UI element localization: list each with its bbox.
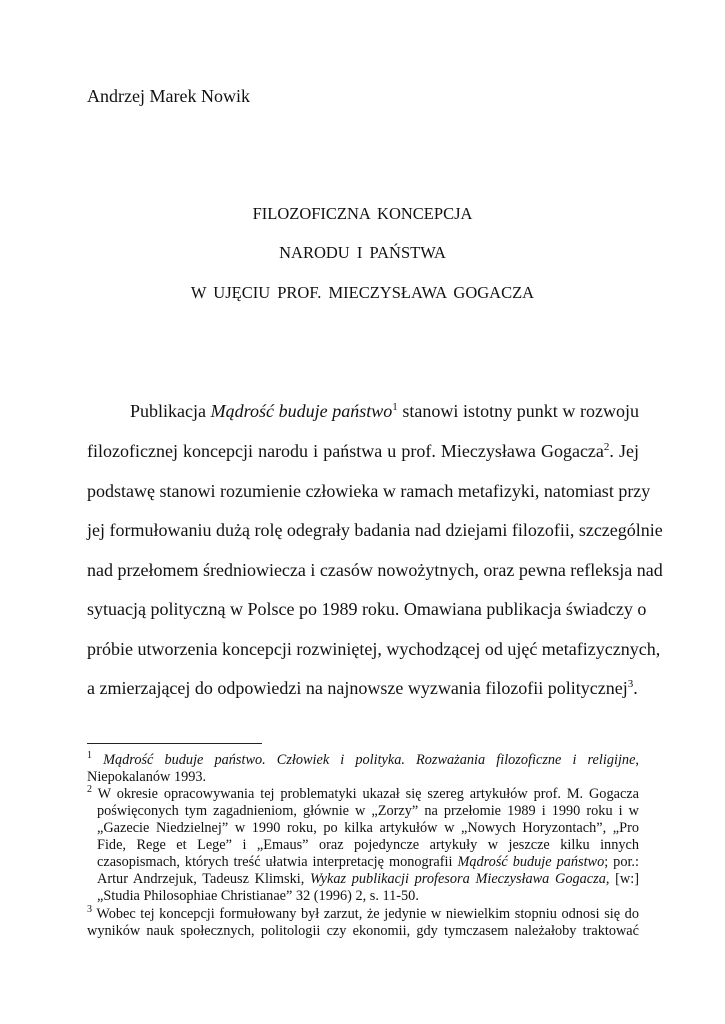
body-line-8 [87,675,639,701]
text-run: czasopismach, których treść ułatwia interpretację monografii [97,854,458,870]
text-run: filozoficznej koncepcji narodu i państwa u prof. Mieczysława Gogacza [87,441,604,461]
footnote-ref-2: 2 [603,441,610,453]
footnote-italic: Mądrość buduje państwo [457,854,605,870]
footnote-line [87,752,639,769]
footnote-line: „Studia Philosophiae Christianae” 32 (1996) 2, s. 11-50. [97,888,419,904]
body-line-1 [130,398,639,424]
footnote-line: „Gazecie Niedzielnej” w 1990 roku, po kilka artykułów w „Nowych Horyzontach”, „Pro [97,820,639,836]
text-run: stanowi istotny punkt w rozwoju [397,401,639,421]
body-line-3: podstawę stanowi rozumienie człowieka w ramach metafizyki, natomiast przy [87,481,651,501]
text-run: Publikacja [130,401,211,421]
text-run: W okresie opracowywania tej problematyki ukazał się szereg artykułów prof. M. Gogacza [97,786,639,802]
body-line-2 [87,438,639,464]
title-line-3: W UJĘCIU PROF. MIECZYSŁAWA GOGACZA [190,283,535,302]
footnote-number: 3 [87,904,92,915]
footnote-line [87,786,639,803]
text-run: . Jej [609,441,639,461]
footnote-number: 2 [87,784,92,795]
footnote-line [87,871,639,888]
footnote-line [87,906,639,923]
title-line-1: FILOZOFICZNA KONCEPCJA [252,204,473,223]
author-name: Andrzej Marek Nowik [87,86,250,106]
text-run: Artur Andrzejuk, Tadeusz Klimski, [97,871,311,887]
footnote-line [87,854,639,871]
footnote-3 [87,906,639,940]
body-line-5: nad przełomem średniowiecza i czasów nowożytnych, oraz pewna refleksja nad [87,560,663,580]
footnote-separator [87,743,262,744]
text-run: Wobec tej koncepcji formułowany był zarzut, że jedynie w niewielkim stopniu odnosi się do [96,906,639,922]
footnote-number: 1 [87,750,92,761]
footnote-ref-1: 1 [392,401,398,413]
footnote-line: wyników nauk społecznych, politologii czy ekonomii, gdy tymczasem należałoby traktować [87,923,639,939]
text-run: , [635,752,639,768]
text-run: . [633,678,638,698]
footnote-line: poświęconych tym zagadnieniom, głównie w „Zorzy” na przełomie 1989 i 1990 roku i w [97,803,639,819]
footnote-line: Fide, Rege et Lege” i „Emaus” oraz pojedyncze artykuły w jeszcze kilku innych [97,837,639,853]
text-run: ; por.: [604,854,639,870]
text-run: , [w:] [605,871,639,887]
footnote-line: Niepokalanów 1993. [87,769,207,785]
body-line-6: sytuacją polityczną w Polsce po 1989 roku. Omawiana publikacja świadczy o [87,599,647,619]
footnote-ref-3: 3 [627,678,634,690]
text-run: a zmierzającej do odpowiedzi na najnowsze wyzwania filozofii politycznej [87,678,628,698]
title-line-2: NARODU I PAŃSTWA [279,243,446,262]
footnote-1 [87,752,639,786]
body-line-4: jej formułowaniu dużą rolę odegrały badania nad dziejami filozofii, szczególnie [87,520,663,540]
footnote-italic: Mądrość buduje państwo. Człowiek i polityka. Rozważania filozoficzne i religijne [103,752,636,768]
body-line-7: próbie utworzenia koncepcji rozwiniętej, wychodzącej od ujęć metafizycznych, [87,639,661,659]
book-title-italic: Mądrość buduje państwo [210,401,393,421]
footnote-italic: Wykaz publikacji profesora Mieczysława Gogacza [310,871,606,887]
footnote-2 [87,786,639,905]
